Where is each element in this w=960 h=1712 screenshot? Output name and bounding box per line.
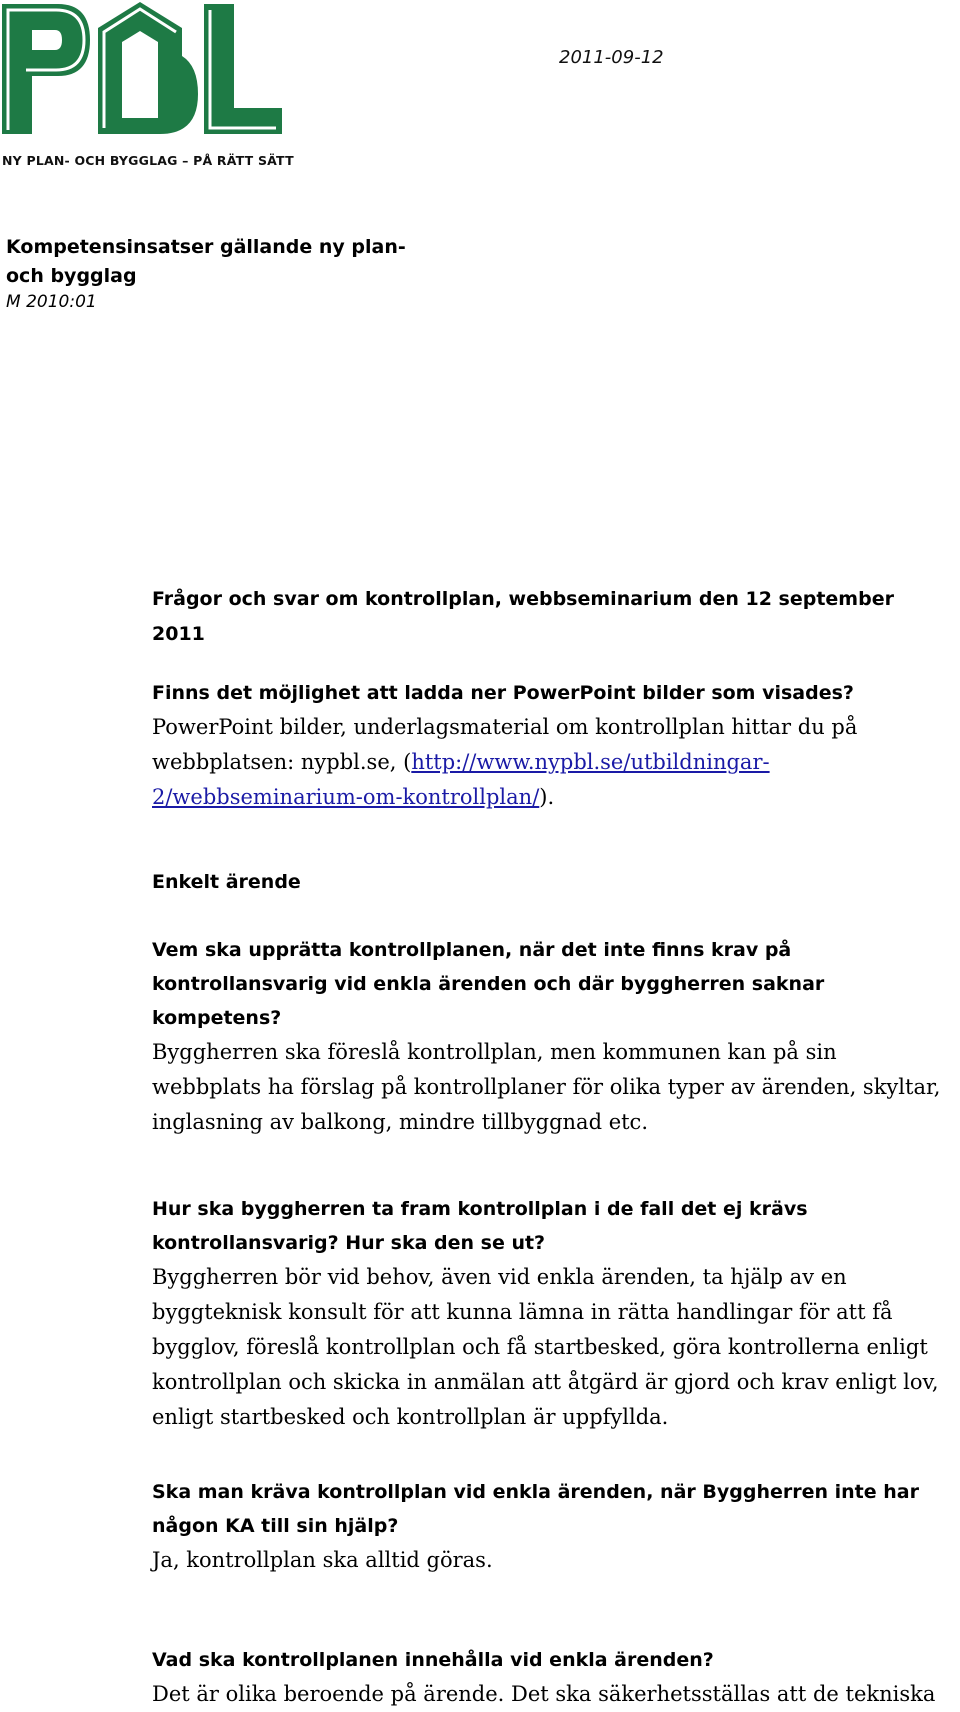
- document-date: 2011-09-12: [559, 47, 664, 68]
- logo-letter-l: [204, 4, 282, 134]
- download-slides-link[interactable]: http://www.nypbl.se/utbildningar-2/webbseminarium-om-kontrollplan/: [152, 750, 770, 809]
- qa-item: [152, 1475, 952, 1578]
- answer: Ja, kontrollplan ska alltid göras.: [152, 1548, 493, 1572]
- pbl-logo-graphic: [0, 0, 290, 150]
- qa-item: [152, 1643, 952, 1712]
- question: Finns det möjlighet att ladda ner PowerPoint bilder som visades?: [152, 682, 854, 704]
- logo-person-figure: [128, 47, 152, 114]
- pbl-logo: [0, 0, 300, 175]
- question: Vad ska kontrollplanen innehålla vid enkla ärenden?: [152, 1649, 714, 1671]
- question: Hur ska byggherren ta fram kontrollplan i de fall det ej krävs kontrollansvarig? Hur ska den se ut?: [152, 1198, 808, 1254]
- answer: Det är olika beroende på ärende. Det ska säkerhetsställas att de tekniska: [152, 1682, 936, 1706]
- answer-text-end: ).: [539, 785, 555, 809]
- qa-item: [152, 933, 952, 1140]
- logo-tagline: NY PLAN- OCH BYGGLAG – PÅ RÄTT SÄTT: [2, 153, 294, 168]
- qa-item: [152, 676, 952, 815]
- project-title: Kompetensinsatser gällande ny plan- och bygglag: [6, 236, 406, 287]
- question: Ska man kräva kontrollplan vid enkla ärenden, när Byggherren inte har någon KA till sin hjälp?: [152, 1481, 919, 1537]
- section-heading-enkelt-arende: Enkelt ärende: [152, 871, 301, 893]
- qa-item: [152, 1192, 952, 1435]
- answer: [152, 710, 952, 815]
- answer: Byggherren ska föreslå kontrollplan, men kommunen kan på sin webbplats ha förslag på kontrollplaner för olika typer av ärenden, skyltar, inglasning av balkong, mindre tillbyggnad etc.: [152, 1040, 941, 1134]
- document-body: [152, 582, 952, 1712]
- answer-text: PowerPoint bilder, underlagsmaterial om kontrollplan hittar du på webbplatsen: nypbl.se, (: [152, 715, 858, 774]
- document-heading: Frågor och svar om kontrollplan, webbseminarium den 12 september 2011: [152, 588, 894, 645]
- question: Vem ska upprätta kontrollplanen, när det inte finns krav på kontrollansvarig vid enkla ärenden och där byggherren saknar kompetens?: [152, 939, 825, 1029]
- project-code: M 2010:01: [6, 292, 97, 312]
- answer: Byggherren bör vid behov, även vid enkla ärenden, ta hjälp av en byggteknisk konsult för att kunna lämna in rätta handlingar för att få bygglov, föreslå kontrollplan och få startbesked, göra kontrollerna enligt kontrollplan och skicka in anmälan att åtgärd är gjord och krav enligt lov, enligt startbesked och kontrollplan är uppfyllda.: [152, 1265, 939, 1429]
